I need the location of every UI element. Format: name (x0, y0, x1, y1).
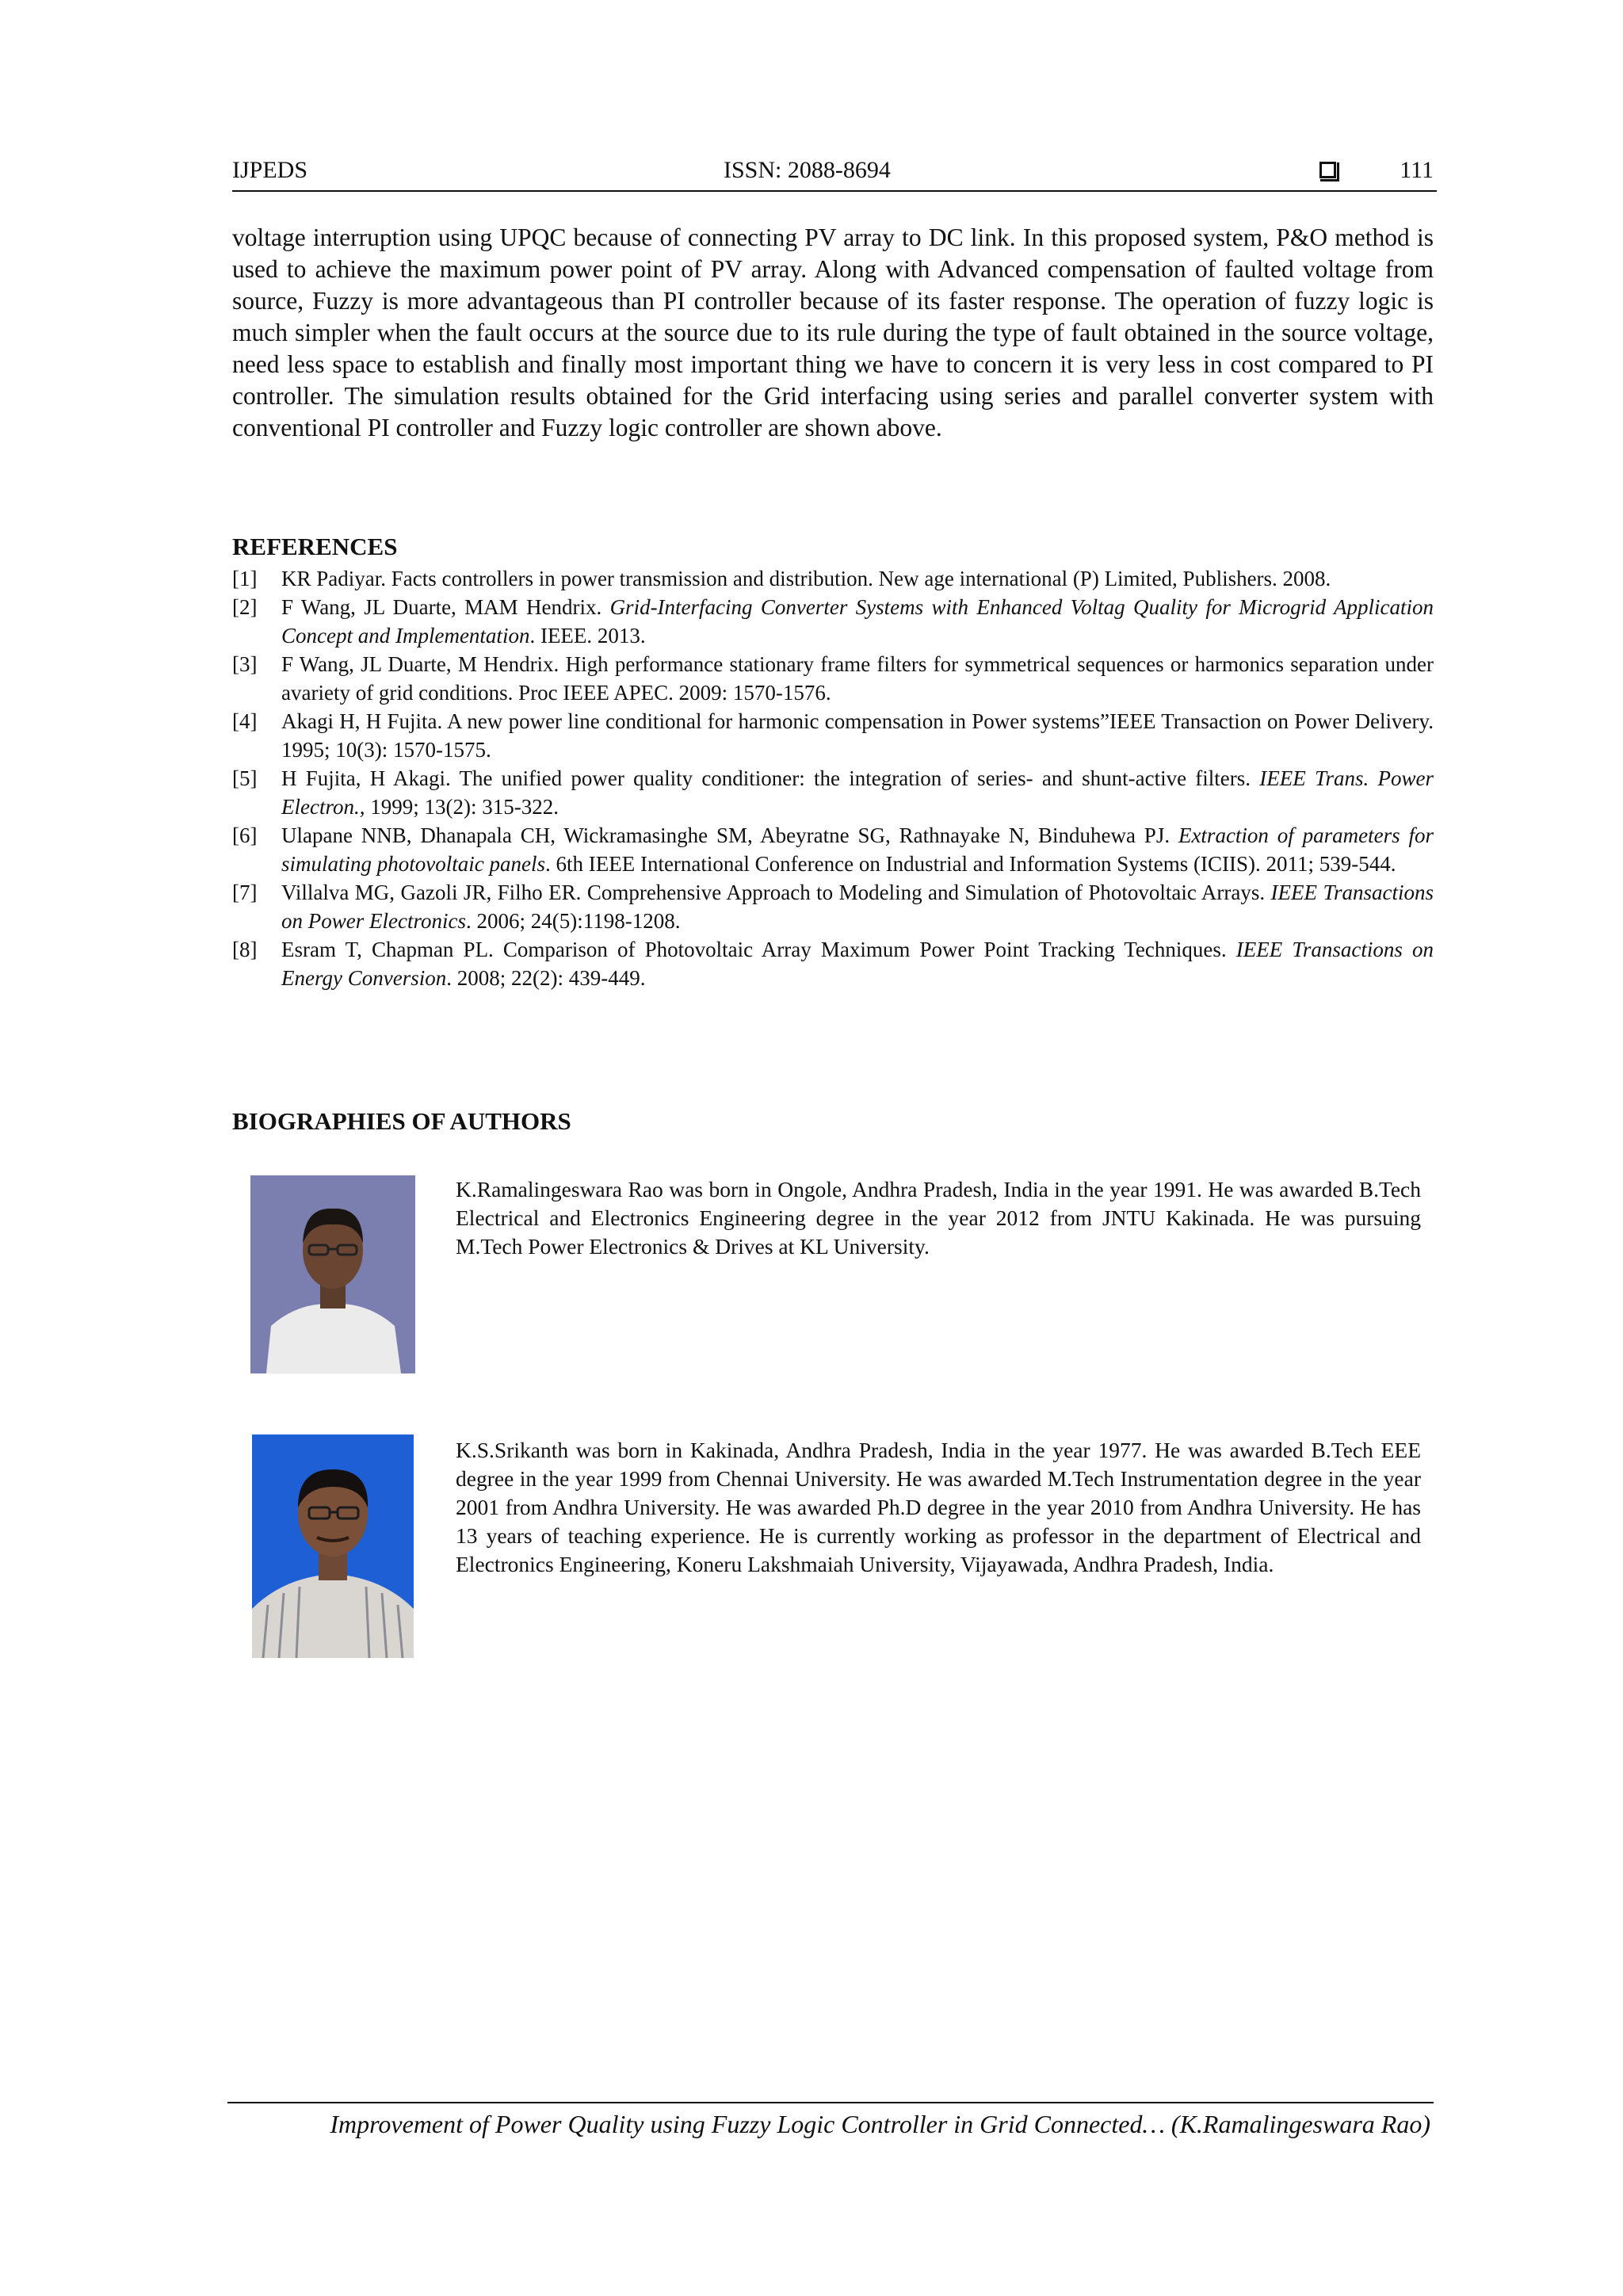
reference-number: [8] (232, 938, 258, 961)
reference-text: KR Padiyar. Facts controllers in power transmission and distribution. New age international (P) Limited, Publishers. 2008. (281, 567, 1331, 590)
reference-item (232, 707, 1434, 764)
references-list (232, 564, 1434, 992)
biographies-heading: BIOGRAPHIES OF AUTHORS (232, 1107, 571, 1135)
issn: ISSN: 2088-8694 (724, 157, 891, 183)
reference-text: H Fujita, H Akagi. The unified power quality conditioner: the integration of series- and shunt-active filters. (281, 766, 1260, 790)
checkbox-square-icon (1319, 162, 1336, 178)
reference-source: . 2008; 22(2): 439-449. (446, 966, 646, 990)
author-bio-2: K.S.Srikanth was born in Kakinada, Andhra Pradesh, India in the year 1977. He was awarded B.Tech EEE degree in the year 1999 from Chennai University. He was awarded M.Tech Instrumentation degree in the year 2001 from Andhra University. He was awarded Ph.D degree in the year 2010 from Andhra University. He has 13 years of teaching experience. He is currently working as professor in the department of Electrical and Electronics Engineering, Koneru Lakshmaiah University, Vijayawada, Andhra Pradesh, India. (456, 1438, 1421, 1576)
reference-text: F Wang, JL Duarte, MAM Hendrix. (281, 595, 610, 619)
reference-number: [2] (232, 595, 258, 619)
reference-text: F Wang, JL Duarte, M Hendrix. High performance stationary frame filters for symmetrical sequences or harmonics separation under avariety of grid conditions. Proc IEEE APEC. 2009: 1570-1576. (281, 652, 1434, 705)
footer-rule (227, 2102, 1434, 2103)
page-number: 111 (1400, 157, 1434, 183)
reference-number: [1] (232, 567, 258, 590)
reference-title-italic: IEEE Trans. Power Electron., (281, 766, 1434, 819)
reference-source: . 2006; 24(5):1198-1208. (465, 909, 681, 933)
reference-text: Ulapane NNB, Dhanapala CH, Wickramasinghe SM, Abeyratne SG, Rathnayake N, Binduhewa PJ. (281, 823, 1178, 847)
reference-text: Villalva MG, Gazoli JR, Filho ER. Comprehensive Approach to Modeling and Simulation of Photovoltaic Arrays. (281, 881, 1271, 904)
reference-number: [5] (232, 766, 258, 790)
reference-title-italic: Grid-Interfacing Converter Systems with Enhanced Voltag Quality for Microgrid Application Concept and Implementation (281, 595, 1434, 648)
reference-title-italic: IEEE Transactions on Energy Conversion (281, 938, 1434, 990)
reference-text: Esram T, Chapman PL. Comparison of Photovoltaic Array Maximum Power Point Tracking Techniques. (281, 938, 1236, 961)
reference-title-italic: IEEE Transactions on Power Electronics (281, 881, 1434, 933)
journal-name: IJPEDS (232, 157, 308, 183)
reference-source: 1999; 13(2): 315-322. (365, 795, 559, 819)
reference-item (232, 878, 1434, 935)
reference-source: . 6th IEEE International Conference on Industrial and Information Systems (ICIIS). 2011; 539-544. (544, 852, 1396, 876)
reference-text: Akagi H, H Fujita. A new power line conditional for harmonic compensation in Power systems”IEEE Transaction on Power Delivery. 1995; 10(3): 1570-1575. (281, 709, 1434, 762)
conclusion-paragraph: voltage interruption using UPQC because of connecting PV array to DC link. In this proposed system, P&O method is used to achieve the maximum power point of PV array. Along with Advanced compensation of faulted voltage from source, Fuzzy is more advantageous than PI controller because of its faster response. The operation of fuzzy logic is much simpler when the fault occurs at the source due to its rule during the type of fault obtained in the source voltage, need less space to establish and finally most important thing we have to concern it is very less in cost compared to PI controller. The simulation results obtained for the Grid interfacing using series and parallel converter system with conventional PI controller and Fuzzy logic controller are shown above. (232, 223, 1434, 441)
reference-item (232, 821, 1434, 878)
reference-item (232, 564, 1434, 593)
references-heading: REFERENCES (232, 533, 398, 560)
reference-item (232, 764, 1434, 821)
reference-number: [6] (232, 823, 258, 847)
reference-number: [3] (232, 652, 258, 676)
reference-number: [7] (232, 881, 258, 904)
reference-item (232, 935, 1434, 992)
reference-item (232, 650, 1434, 707)
author-photo-1 (250, 1175, 415, 1373)
reference-item (232, 593, 1434, 650)
running-footer: Improvement of Power Quality using Fuzzy Logic Controller in Grid Connected… (K.Ramalingeswara Rao) (330, 2110, 1430, 2138)
author-photo-2 (252, 1435, 414, 1658)
reference-number: [4] (232, 709, 258, 733)
reference-title-italic: Extraction of parameters for simulating photovoltaic panels (281, 823, 1434, 876)
running-header (232, 155, 1437, 192)
author-bio-1: K.Ramalingeswara Rao was born in Ongole, Andhra Pradesh, India in the year 1991. He was awarded B.Tech Electrical and Electronics Engineering degree in the year 2012 from JNTU Kakinada. He was pursuing M.Tech Power Electronics & Drives at KL University. (456, 1177, 1421, 1259)
reference-source: . IEEE. 2013. (529, 624, 646, 648)
